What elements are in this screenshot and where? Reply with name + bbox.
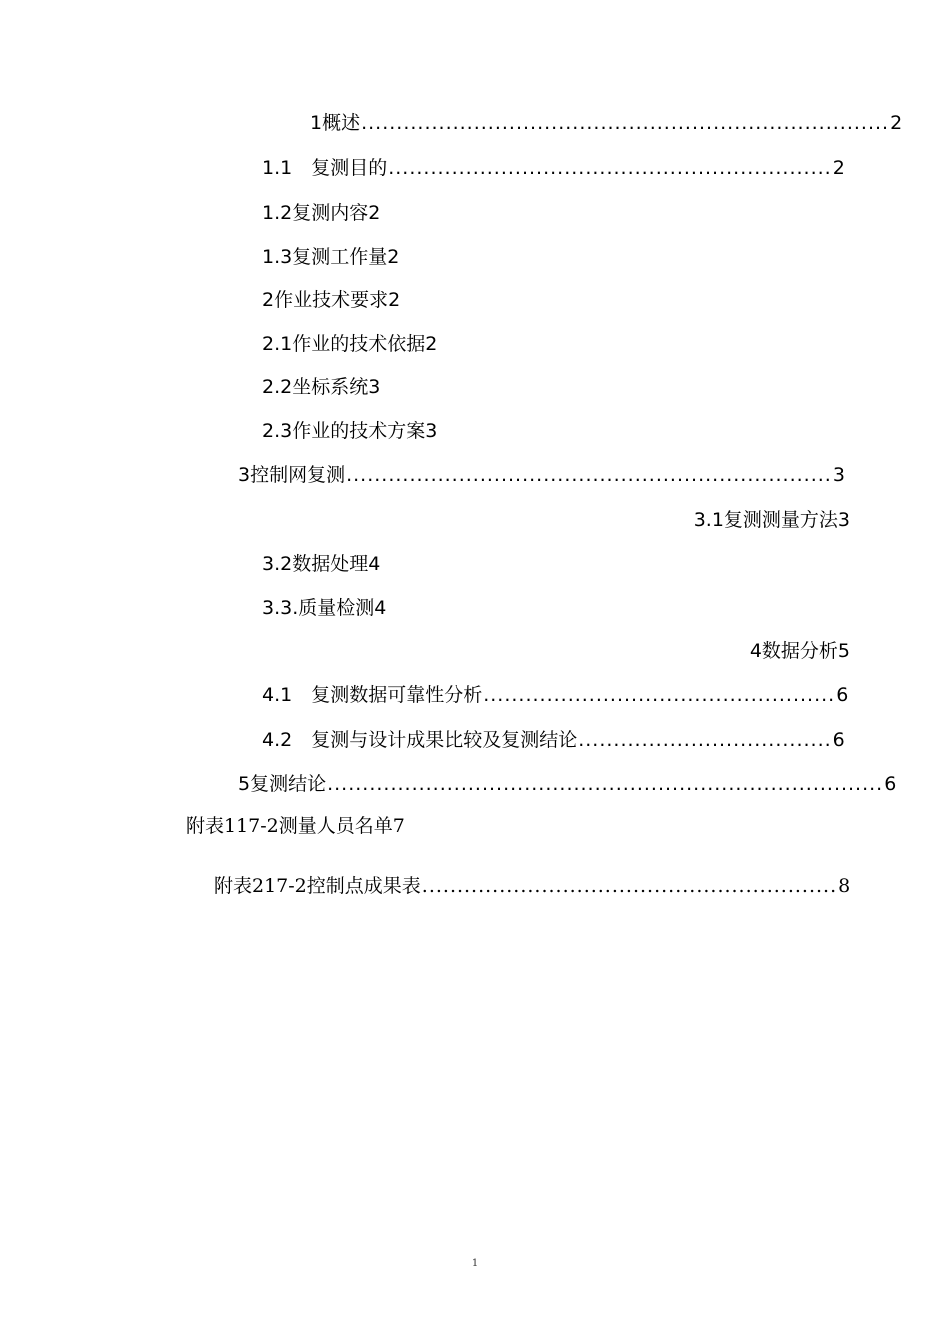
toc-entry-text: 2.1作业的技术依据2 bbox=[262, 333, 438, 355]
toc-entry-text: 1.2复测内容2 bbox=[262, 202, 381, 224]
toc-entry-text: 5复测结论 bbox=[238, 773, 327, 795]
toc-entry-1-2[interactable] bbox=[262, 198, 380, 228]
toc-entry-text: 2.2坐标系统3 bbox=[262, 376, 381, 398]
toc-entry-text: 1概述 bbox=[310, 112, 361, 134]
toc-entry-text: 1.3复测工作量2 bbox=[262, 246, 400, 268]
toc-entry-5[interactable] bbox=[238, 769, 897, 799]
toc-entry-1-1[interactable] bbox=[262, 153, 845, 183]
toc-page-number: 2 bbox=[832, 157, 845, 179]
toc-page-number: 2 bbox=[890, 112, 903, 134]
toc-entry-2-1[interactable] bbox=[262, 329, 437, 359]
toc-entry-3-3[interactable] bbox=[262, 593, 386, 623]
toc-entry-3-1[interactable] bbox=[694, 505, 850, 535]
toc-entry-3-2[interactable] bbox=[262, 549, 380, 579]
toc-entry-text: 附表217-2控制点成果表 bbox=[214, 875, 421, 897]
toc-entry-appendix-1[interactable] bbox=[186, 811, 405, 841]
toc-leader-dots: .................................... bbox=[578, 729, 832, 751]
toc-leader-dots: ............................................................................... bbox=[327, 773, 884, 795]
toc-entry-text: 附表117-2测量人员名单7 bbox=[186, 815, 405, 837]
toc-leader-dots: ..................................................................... bbox=[346, 464, 832, 486]
toc-leader-dots: ............................................................... bbox=[388, 157, 832, 179]
toc-page-number: 6 bbox=[836, 684, 849, 706]
toc-entry-text: 3.2数据处理4 bbox=[262, 553, 381, 575]
toc-entry-2-2[interactable] bbox=[262, 372, 380, 402]
toc-entry-3[interactable] bbox=[238, 460, 845, 490]
toc-entry-text: 3.1复测测量方法3 bbox=[693, 509, 850, 531]
toc-leader-dots: ........................................................................... bbox=[361, 112, 890, 134]
toc-page-number: 6 bbox=[832, 729, 845, 751]
toc-entry-4[interactable] bbox=[750, 636, 850, 666]
toc-leader-dots: ........................................................... bbox=[421, 875, 838, 897]
toc-entry-1-3[interactable] bbox=[262, 242, 399, 272]
toc-entry-text: 3控制网复测 bbox=[238, 464, 346, 486]
toc-entry-4-2[interactable] bbox=[262, 725, 845, 755]
toc-entry-text: 2作业技术要求2 bbox=[262, 289, 401, 311]
toc-entry-appendix-2[interactable] bbox=[214, 871, 850, 901]
toc-entry-text: 1.1 复测目的 bbox=[262, 157, 388, 179]
toc-page-number: 6 bbox=[884, 773, 897, 795]
toc-entry-text: 4数据分析5 bbox=[749, 640, 850, 662]
page-footer-number: 1 bbox=[471, 1258, 479, 1269]
toc-entry-text: 4.2 复测与设计成果比较及复测结论 bbox=[262, 729, 578, 751]
toc-entry-text: 4.1 复测数据可靠性分析 bbox=[262, 684, 483, 706]
toc-entry-4-1[interactable] bbox=[262, 680, 849, 710]
toc-leader-dots: .................................................. bbox=[483, 684, 836, 706]
toc-entry-1[interactable] bbox=[310, 108, 903, 138]
toc-entry-2-3[interactable] bbox=[262, 416, 437, 446]
toc-page-number: 3 bbox=[832, 464, 845, 486]
toc-entry-text: 3.3.质量检测4 bbox=[262, 597, 387, 619]
toc-page-number: 8 bbox=[838, 875, 851, 897]
toc-entry-2[interactable] bbox=[262, 285, 400, 315]
toc-entry-text: 2.3作业的技术方案3 bbox=[262, 420, 438, 442]
